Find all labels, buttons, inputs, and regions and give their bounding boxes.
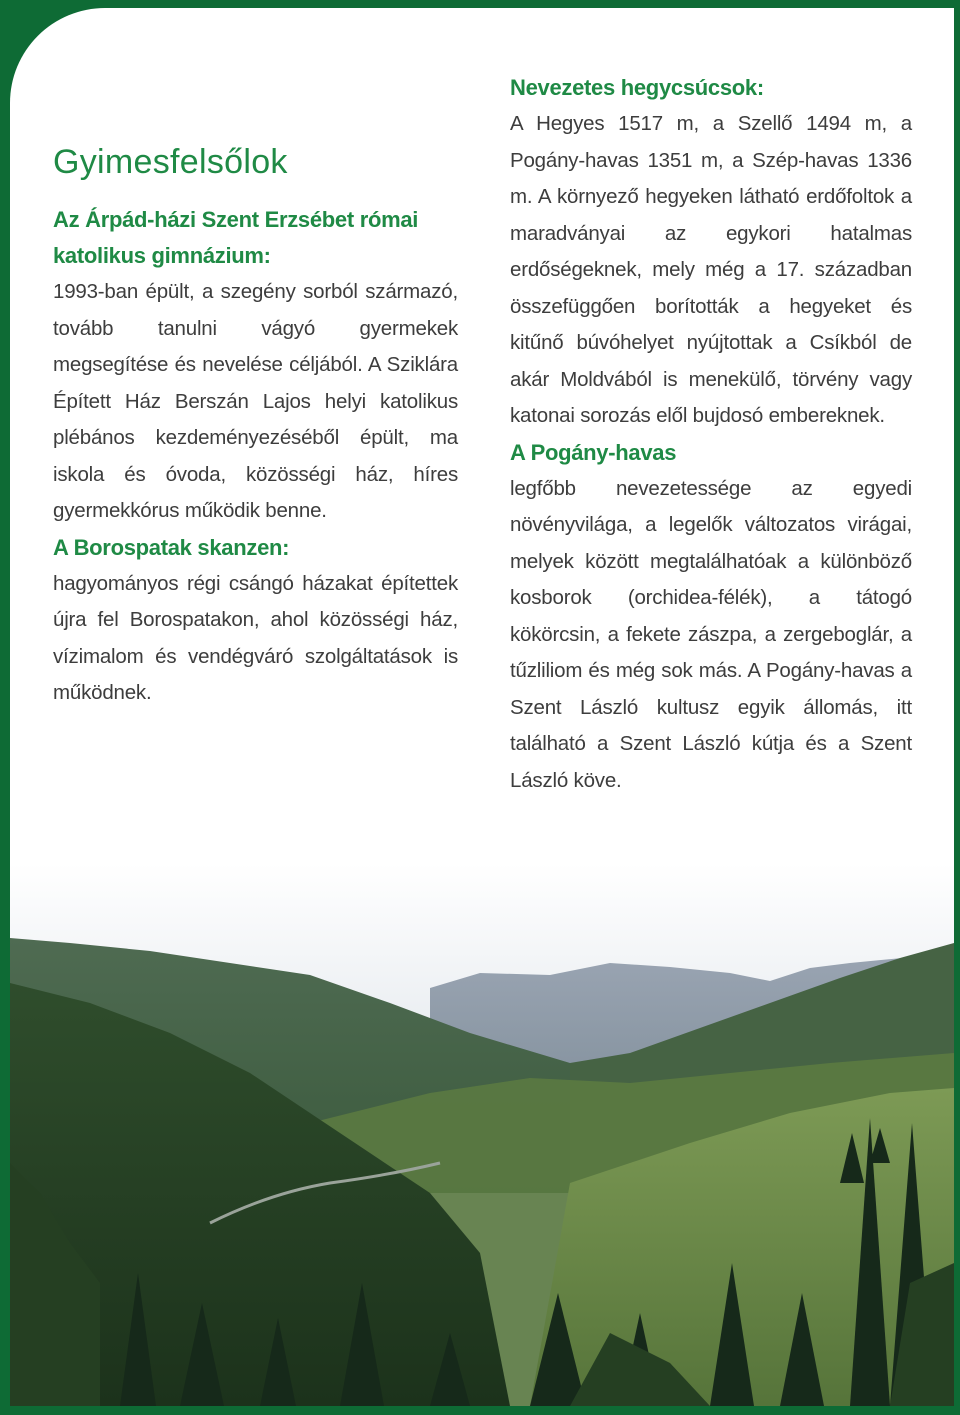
right-column <box>510 70 912 799</box>
section-text-gymnasium: 1993-ban épült, a szegény sorból származó, tovább tanulni vágyó gyermekek megsegítése és nevelése céljából. A Sziklára Épített Ház Berszán Lajos helyi katolikus plébános kezdeményezéséből épült, ma iskola és óvoda, közösségi ház, híres gyermekkórus működik benne. <box>53 280 458 522</box>
section-text-pogany-havas: legfőbb nevezetessége az egyedi növényvilága, a legelők változatos virágai, melyek között megtalálhatóak a különböző kosborok (orchidea-félék), a tátogó kökörcsin, a fekete zászpa, a zergeboglár, a tűzliliom és még sok más. A Pogány-havas a Szent László kultusz egyik állomás, itt található a Szent László kútja és a Szent László köve. <box>510 476 912 792</box>
section-heading-skanzen: A Borospatak skanzen: <box>53 534 290 560</box>
page-title: Gyimesfelsőlok <box>53 143 288 181</box>
left-column <box>53 143 458 712</box>
section-heading-gymnasium: Az Árpád-házi Szent Erzsébet római katolikus gimnázium: <box>53 207 419 268</box>
page-card <box>10 8 954 1406</box>
section-heading-peaks: Nevezetes hegycsúcsok: <box>510 75 764 100</box>
section-heading-pogany-havas: A Pogány-havas <box>510 439 677 465</box>
section-text-skanzen: hagyományos régi csángó házakat építettek újra fel Borospatakon, ahol közösségi ház, vízimalom és vendégváró szolgáltatások is működnek. <box>53 571 458 704</box>
mountain-valley-photo <box>10 863 954 1406</box>
section-text-peaks: A Hegyes 1517 m, a Szellő 1494 m, a Pogány-havas 1351 m, a Szép-havas 1336 m. A környező hegyeken látható erdőfoltok a maradványai az egykori hatalmas erdőségeknek, mely még a 17. században összefüggően borították a hegyeket és kitűnő búvóhelyet nyújtottak a Csíkból de akár Moldvából is menekülő, törvény vagy katonai sorozás elől bujdosó embereknek. <box>510 112 912 427</box>
